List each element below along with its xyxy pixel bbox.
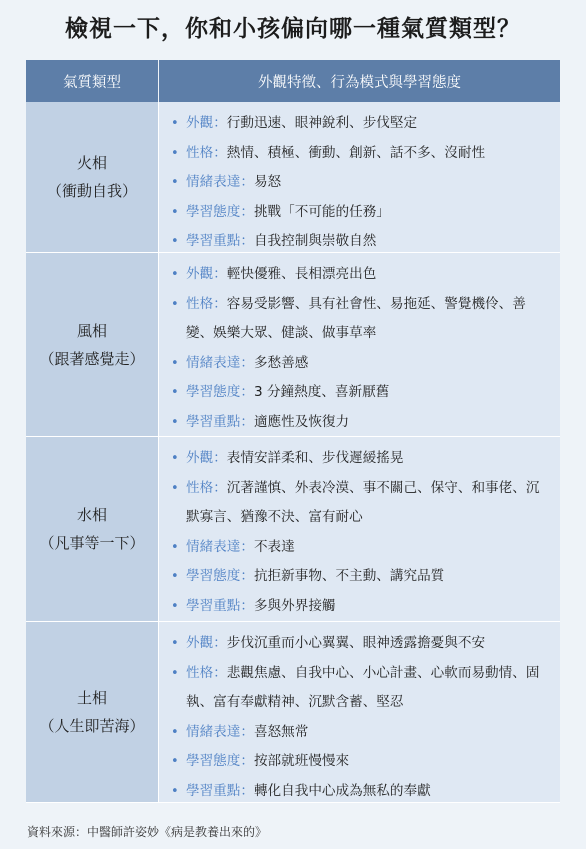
item-text: 表情安詳柔和、步伐遲緩搖晃 [226, 450, 404, 466]
item-key-colon: ： [213, 266, 227, 282]
item-text: 自我控制與崇敬自然 [253, 233, 377, 250]
list-item [171, 629, 552, 659]
item-key: 學習重點 [186, 782, 241, 799]
item-body [186, 378, 552, 408]
item-body [186, 562, 552, 592]
list-item [171, 474, 552, 533]
item-text: 轉化自我中心成為無私的奉獻 [253, 782, 431, 799]
list-item [171, 378, 552, 408]
bullet-icon: • [171, 754, 179, 770]
item-body [186, 139, 552, 169]
list-item [171, 718, 552, 748]
item-key-colon: ： [213, 664, 227, 681]
item-text: 喜怒無常 [253, 723, 309, 740]
item-key-colon: ： [240, 354, 254, 371]
item-key-colon: ： [240, 782, 254, 799]
temperament-type-cell [26, 102, 159, 252]
bullet-icon: • [171, 636, 179, 651]
item-body [186, 109, 552, 139]
item-key-colon: ： [240, 538, 254, 555]
item-text: 步伐沉重而小心翼翼、眼神透露擔憂與不安 [226, 635, 486, 651]
table-row [26, 437, 560, 622]
item-key: 外觀 [186, 266, 214, 282]
source-note: 資料來源：中醫師許姿妙《病是教養出來的》 [27, 825, 268, 839]
bullet-icon: • [171, 724, 179, 740]
bullet-icon: • [171, 116, 179, 131]
bullet-icon: • [171, 414, 179, 430]
item-body [186, 260, 552, 290]
item-body [186, 474, 552, 533]
table-body [26, 102, 560, 803]
item-key: 學習態度 [186, 568, 241, 585]
temperament-name: 土相 [76, 689, 107, 707]
item-key: 情緒表達 [186, 174, 241, 191]
item-text: 行動迅速、眼神銳利、步伐堅定 [226, 115, 418, 131]
bullet-icon: • [171, 296, 179, 312]
item-key: 性格 [186, 144, 214, 161]
description-cell [159, 622, 560, 802]
item-body [186, 629, 552, 659]
item-key-colon: ： [240, 174, 254, 191]
list-item [171, 444, 552, 474]
item-text: 易怒 [253, 174, 282, 191]
bullet-icon: • [171, 234, 179, 250]
bullet-icon: • [171, 569, 179, 585]
item-key-colon: ： [240, 413, 254, 430]
item-text: 容易受影響、具有社會性、易拖延、警覺機伶、善變、娛樂大眾、健談、做事草率 [186, 295, 526, 342]
item-body [186, 777, 552, 807]
item-key: 學習態度 [186, 203, 241, 220]
item-key: 情緒表達 [186, 354, 241, 371]
list-item [171, 349, 552, 379]
item-text: 抗拒新事物、不主動、講究品質 [253, 568, 445, 585]
list-item [171, 592, 552, 622]
item-text: 多與外界接觸 [253, 597, 336, 614]
item-text: 輕快優雅、長相漂亮出色 [226, 266, 377, 282]
item-body [186, 444, 552, 474]
item-body [186, 198, 552, 228]
table-row [26, 622, 560, 803]
list-item [171, 168, 552, 198]
item-key: 情緒表達 [186, 538, 241, 555]
item-text: 不表達 [253, 538, 295, 555]
item-body [186, 349, 552, 379]
bullet-icon: • [171, 145, 179, 161]
item-key-colon: ： [240, 568, 254, 585]
item-body [186, 408, 552, 438]
item-body [186, 747, 552, 777]
item-key: 學習態度 [186, 384, 241, 401]
item-text: 適應性及恢復力 [253, 413, 350, 430]
item-key: 外觀 [186, 635, 214, 651]
description-cell [159, 253, 560, 436]
item-text: 挑戰「不可能的任務」 [253, 203, 390, 220]
list-item [171, 290, 552, 349]
item-key-colon: ： [213, 144, 227, 161]
table-row [26, 253, 560, 437]
item-key-colon: ： [213, 479, 227, 496]
list-item [171, 747, 552, 777]
table-header [26, 60, 560, 102]
temperament-type-cell [26, 437, 159, 621]
list-item [171, 139, 552, 169]
bullet-icon: • [171, 480, 179, 496]
bullet-icon: • [171, 665, 179, 681]
item-key-colon: ： [213, 295, 227, 312]
item-key-colon: ： [240, 723, 254, 740]
list-item [171, 408, 552, 438]
temperament-name: 風相 [76, 321, 107, 340]
item-key: 性格 [186, 295, 214, 312]
bullet-icon: • [171, 204, 179, 220]
item-key-colon: ： [240, 233, 254, 250]
temperament-name: 水相 [76, 506, 107, 524]
bullet-icon: • [171, 267, 179, 282]
item-body [186, 659, 552, 718]
item-key-colon: ： [240, 597, 254, 614]
list-item [171, 533, 552, 563]
description-cell [159, 437, 560, 621]
temperament-subtitle: （衝動自我） [46, 182, 137, 200]
bullet-icon: • [171, 175, 179, 191]
item-key-colon: ： [213, 115, 227, 131]
bullet-icon: • [171, 539, 179, 555]
item-key: 外觀 [186, 450, 214, 466]
item-key-colon: ： [240, 753, 254, 770]
item-key-colon: ： [213, 450, 227, 466]
bullet-icon: • [171, 783, 179, 799]
item-text: 多愁善感 [253, 354, 309, 371]
item-body [186, 533, 552, 563]
item-text: 3 分鐘熱度、喜新厭舊 [253, 384, 390, 401]
item-key: 外觀 [186, 115, 214, 131]
item-key: 性格 [186, 479, 214, 496]
item-text: 按部就班慢慢來 [253, 753, 350, 770]
list-item [171, 260, 552, 290]
header-type: 氣質類型 [26, 60, 159, 102]
table-row [26, 102, 560, 253]
item-key-colon: ： [213, 635, 227, 651]
item-key: 情緒表達 [186, 723, 241, 740]
item-text: 熱情、積極、衝動、創新、話不多、沒耐性 [226, 144, 486, 161]
list-item [171, 659, 552, 718]
bullet-icon: • [171, 355, 179, 371]
description-cell [159, 102, 560, 252]
list-item [171, 109, 552, 139]
list-item [171, 777, 552, 807]
item-text: 悲觀焦慮、自我中心、小心計畫、心軟而易動情、固執、富有奉獻精神、沉默含蓄、堅忍 [186, 664, 540, 711]
item-key: 學習重點 [186, 413, 241, 430]
bullet-icon: • [171, 598, 179, 614]
list-item [171, 198, 552, 228]
temperament-subtitle: （跟著感覺走） [39, 349, 145, 368]
item-key: 學習態度 [186, 753, 241, 770]
item-body [186, 168, 552, 198]
header-description: 外觀特徵、行為模式與學習態度 [258, 74, 461, 91]
item-key: 學習重點 [186, 233, 241, 250]
temperament-type-cell [26, 622, 159, 802]
temperament-type-cell [26, 253, 159, 436]
item-text: 沉著謹慎、外表冷漠、事不關己、保守、和事佬、沉默寡言、猶豫不決、富有耐心 [186, 479, 540, 526]
list-item [171, 562, 552, 592]
temperament-table [26, 60, 560, 803]
temperament-subtitle: （人生即苦海） [39, 717, 145, 735]
item-body [186, 290, 552, 349]
item-key: 性格 [186, 664, 214, 681]
temperament-name: 火相 [76, 154, 107, 172]
bullet-icon: • [171, 385, 179, 401]
item-body [186, 718, 552, 748]
item-key-colon: ： [240, 384, 254, 401]
temperament-subtitle: （凡事等一下） [39, 534, 145, 552]
page-title: 檢視一下，你和小孩偏向哪一種氣質類型？ [65, 16, 521, 42]
item-key-colon: ： [240, 203, 254, 220]
item-body [186, 592, 552, 622]
item-key: 學習重點 [186, 597, 241, 614]
bullet-icon: • [171, 451, 179, 466]
